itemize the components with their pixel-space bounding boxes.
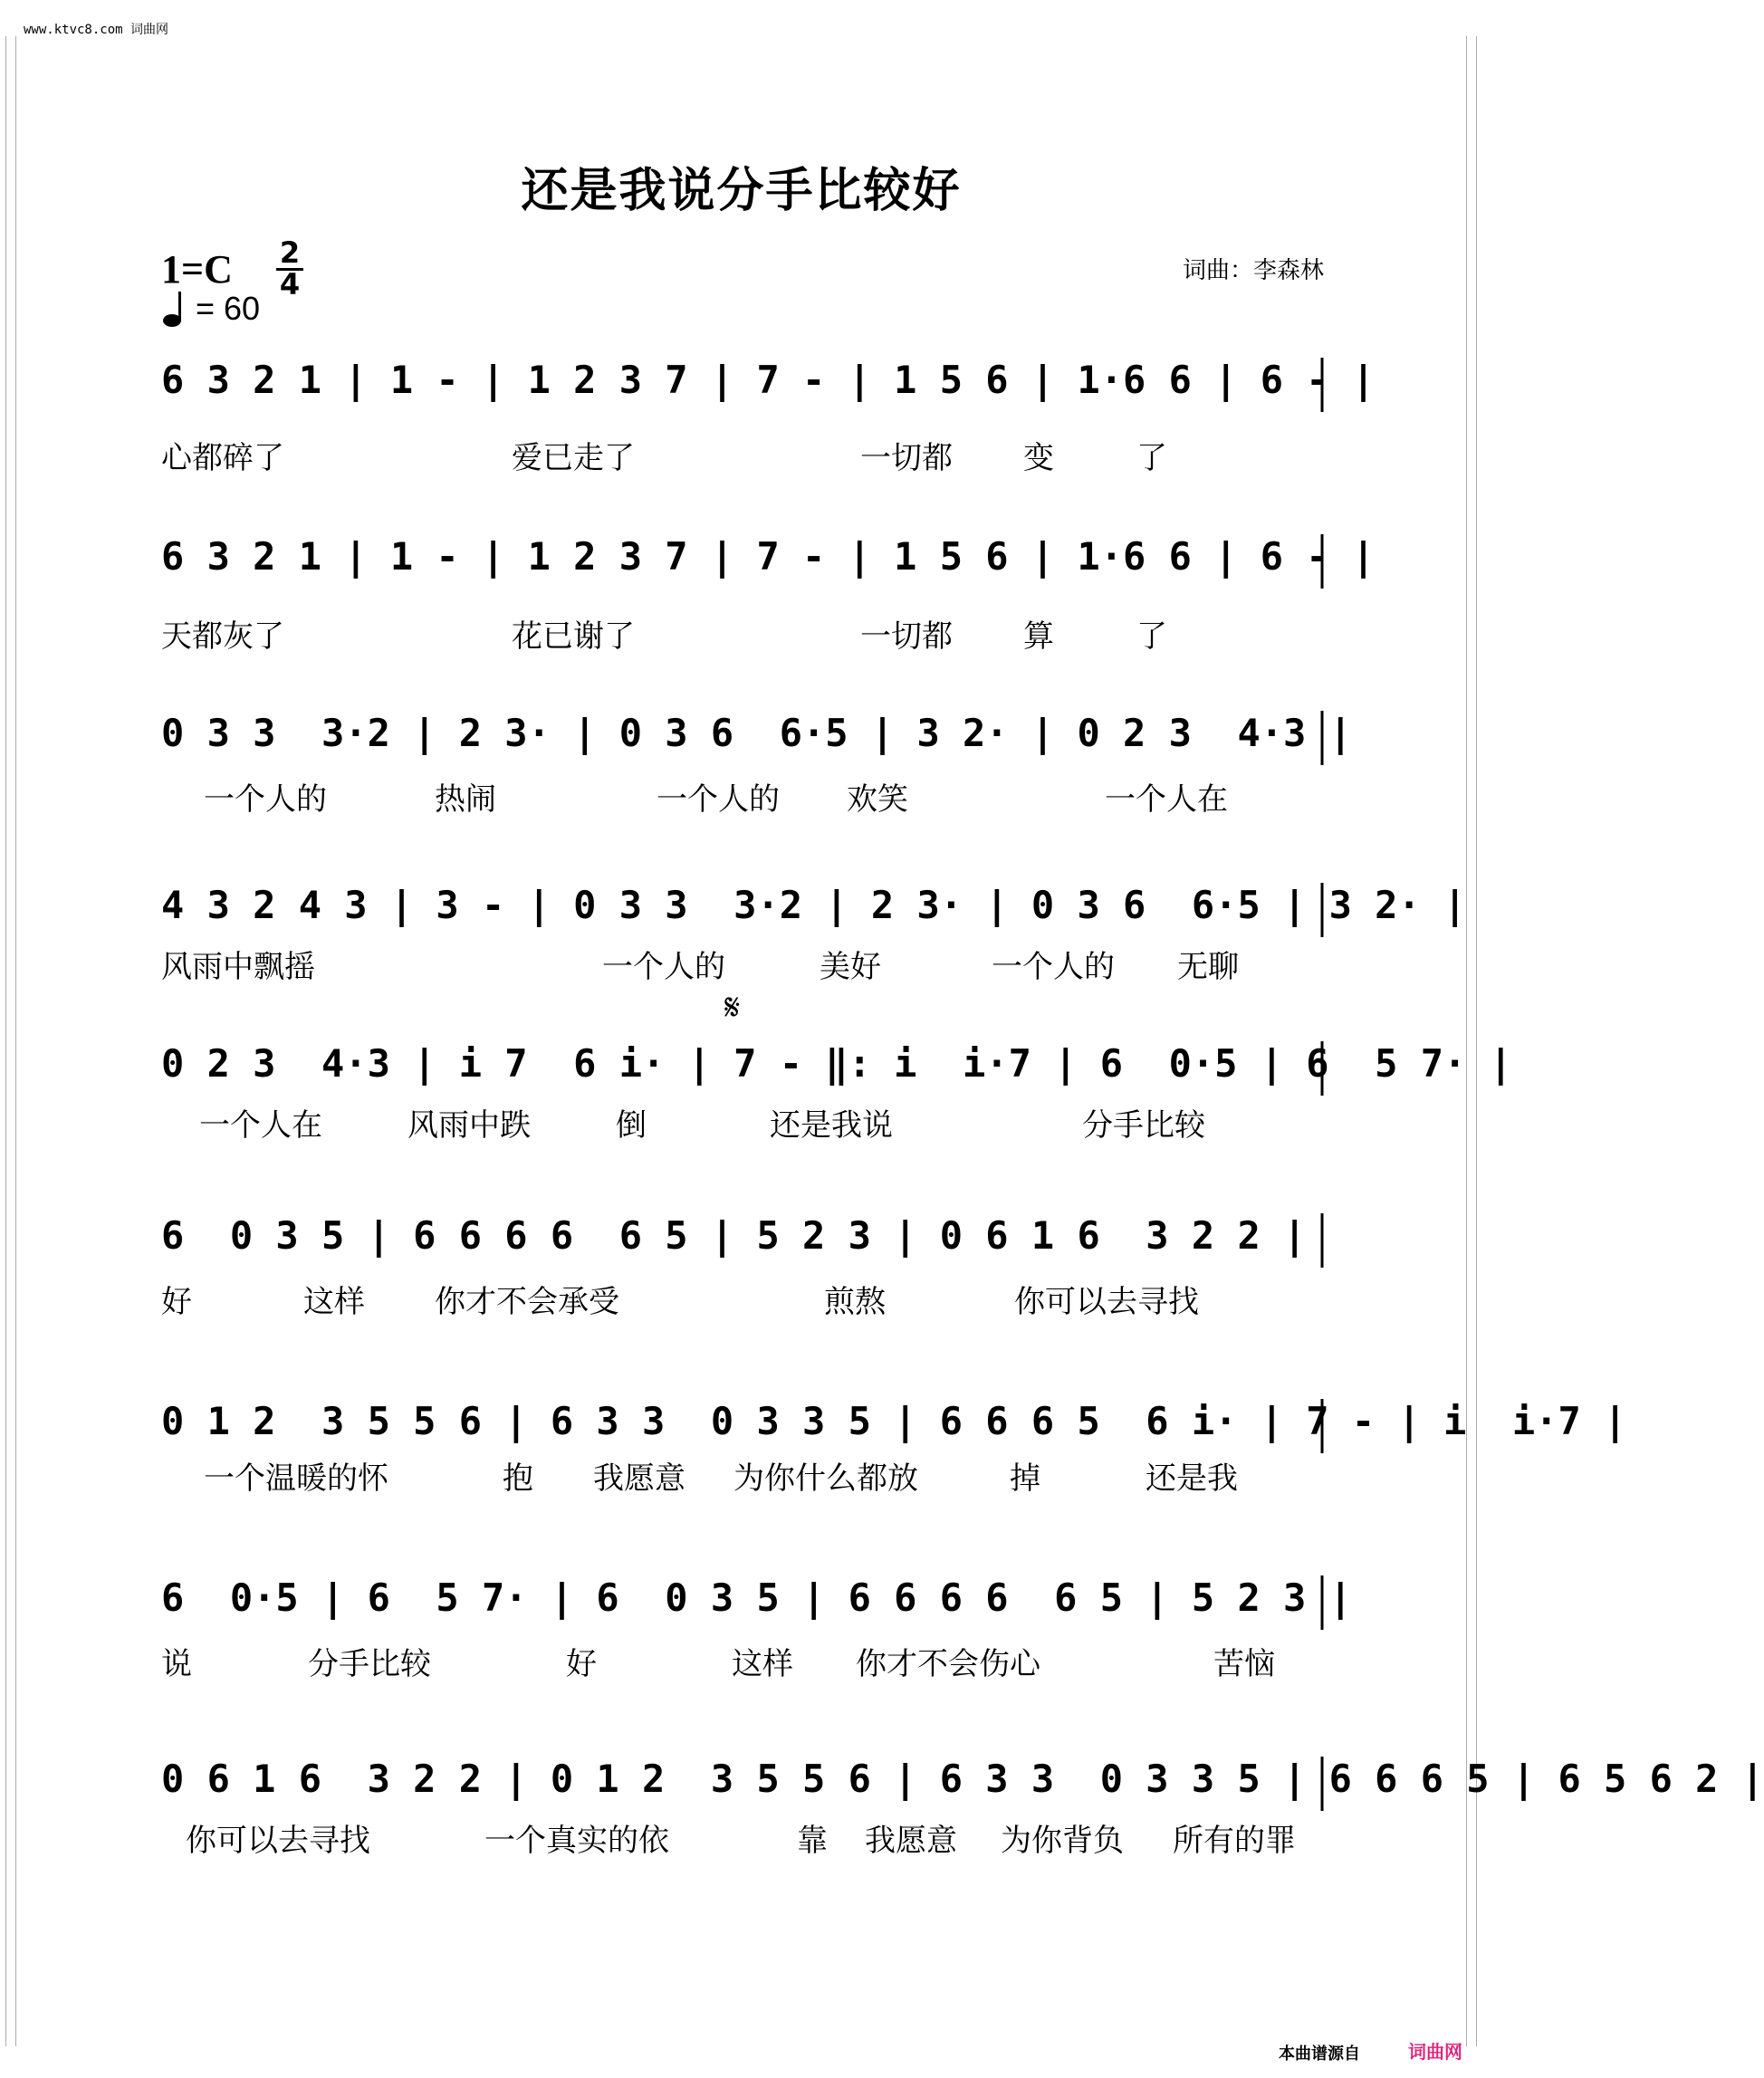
lyric-segment: 美好 (820, 949, 881, 985)
lyric-segment: 这样 (732, 1646, 793, 1682)
lyric-segment: 好 (566, 1646, 597, 1682)
lyric-segment: 风雨中跌 (407, 1107, 531, 1144)
lyric-segment: 一个人的 (602, 949, 725, 985)
lyric-segment: 算 (1023, 618, 1054, 655)
lyric-segment: 煎熬 (824, 1284, 886, 1320)
beam-lines (0, 711, 1482, 774)
lyric-segment: 分手比较 (308, 1646, 431, 1682)
lyric-segment: 心都碎了 (161, 440, 284, 476)
lyric-segment: 天都灰了 (161, 618, 284, 655)
lyric-segment: 你才不会伤心 (856, 1646, 1040, 1682)
notation-row (0, 534, 1482, 598)
beam-lines (0, 1213, 1482, 1277)
lyric-segment: 我愿意 (593, 1460, 685, 1497)
notation-text: 0 3 3 3·2 | 2 3· | 0 3 6 6·5 | 3 2· | 0 2 3 4·3 | (161, 711, 1352, 755)
beam-lines (0, 883, 1482, 946)
lyric-segment: 抱 (503, 1460, 533, 1497)
key-signature: 1=C (161, 247, 233, 292)
notation-text: 4 3 2 4 3 | 3 - | 0 3 3 3·2 | 2 3· | 0 3 6 6·5 | 3 2· | (161, 883, 1467, 927)
site-header: www.ktvc8.com 词曲网 (24, 23, 169, 37)
beam-lines (0, 358, 1482, 421)
notation-row (0, 711, 1482, 774)
lyric-segment: 一个温暖的怀 (204, 1460, 388, 1497)
lyric-segment: 一个人的 (657, 781, 780, 818)
lyric-segment: 苦恼 (1213, 1646, 1275, 1682)
lyric-segment: 风雨中飘摇 (161, 949, 315, 985)
lyric-segment: 你可以去寻找 (186, 1823, 370, 1859)
beam-lines (0, 1575, 1482, 1639)
lyric-segment: 靠 (797, 1823, 828, 1859)
lyric-segment: 分手比较 (1082, 1107, 1205, 1144)
notation-text: 6 0 3 5 | 6 6 6 6 6 5 | 5 2 3 | 0 6 1 6 3 2 2 | (161, 1213, 1307, 1258)
lyric-segment: 一个人的 (992, 949, 1115, 985)
notation-row (0, 1575, 1482, 1639)
lyric-segment: 了 (1136, 440, 1167, 476)
notation-row (0, 1757, 1764, 1820)
time-signature-top: 2 (279, 235, 301, 270)
lyric-segment: 一个人的 (204, 781, 327, 818)
notation-text: 6 0·5 | 6 5 7· | 6 0 3 5 | 6 6 6 6 6 5 | 5 2 3 | (161, 1575, 1352, 1620)
quarter-note-icon (159, 290, 197, 328)
lyric-segment: 为你背负 (1001, 1823, 1124, 1859)
lyric-segment: 了 (1136, 618, 1167, 655)
lyric-segment: 我愿意 (865, 1823, 957, 1859)
lyric-segment: 欢笑 (847, 781, 908, 818)
lyric-segment: 一个人在 (199, 1107, 322, 1144)
lyric-segment: 还是我说 (770, 1107, 893, 1144)
notation-row (0, 883, 1482, 946)
footer-source: 本曲谱源自 (1279, 2044, 1360, 2064)
lyric-segment: 倒 (616, 1107, 647, 1144)
lyric-segment: 花已谢了 (512, 618, 635, 655)
beam-lines (0, 534, 1482, 598)
lyric-segment: 变 (1023, 440, 1054, 476)
beam-lines (0, 1041, 1482, 1105)
lyric-segment: 说 (161, 1646, 192, 1682)
lyric-segment: 你才不会承受 (435, 1284, 619, 1320)
tempo-marking: = 60 (196, 290, 261, 327)
lyric-segment: 为你什么都放 (733, 1460, 918, 1497)
song-title: 还是我说分手比较好 (521, 163, 962, 218)
time-signature-bottom: 4 (276, 268, 303, 298)
notation-row (0, 1041, 1512, 1105)
lyric-segment: 掉 (1010, 1460, 1040, 1497)
lyric-segment: 你可以去寻找 (1014, 1284, 1199, 1320)
notation-row (0, 358, 1482, 421)
lyric-segment: 无聊 (1177, 949, 1239, 985)
lyric-segment: 所有的罪 (1173, 1823, 1296, 1859)
composer-credit: 词曲：李森林 (1182, 257, 1324, 284)
segno-sign: 𝄋 (724, 987, 741, 1029)
lyric-segment: 爱已走了 (512, 440, 635, 476)
lyric-segment: 一切都 (860, 440, 953, 476)
beam-lines (0, 1757, 1482, 1820)
lyric-segment: 还是我 (1146, 1460, 1238, 1497)
notation-text: 0 2 3 4·3 | i 7 6 i· | 7 - ‖: i i·7 | 6 0·5 | 6 5 7· | (161, 1041, 1512, 1086)
lyric-segment: 一个人在 (1105, 781, 1228, 818)
notation-text: 0 1 2 3 5 5 6 | 6 3 3 0 3 3 5 | 6 6 6 5 6 i· | 7 - | i i·7 | (161, 1399, 1627, 1443)
lyric-segment: 一个真实的依 (484, 1823, 669, 1859)
lyric-segment: 热闹 (435, 781, 496, 818)
footer-brand: 词曲网 (1408, 2041, 1462, 2063)
lyric-segment: 好 (161, 1284, 192, 1320)
lyric-segment: 这样 (303, 1284, 365, 1320)
notation-text: 0 6 1 6 3 2 2 | 0 1 2 3 5 5 6 | 6 3 3 0 3 3 5 | 6 6 6 5 | 6 5 6 2 | (161, 1757, 1764, 1801)
notation-text: 6 3 2 1 | 1 - | 1 2 3 7 | 7 - | 1 5 6 | 1·6 6 | 6 - | (161, 358, 1376, 402)
notation-row (0, 1213, 1482, 1277)
lyric-segment: 一切都 (860, 618, 953, 655)
notation-text: 6 3 2 1 | 1 - | 1 2 3 7 | 7 - | 1 5 6 | 1·6 6 | 6 - | (161, 534, 1376, 579)
